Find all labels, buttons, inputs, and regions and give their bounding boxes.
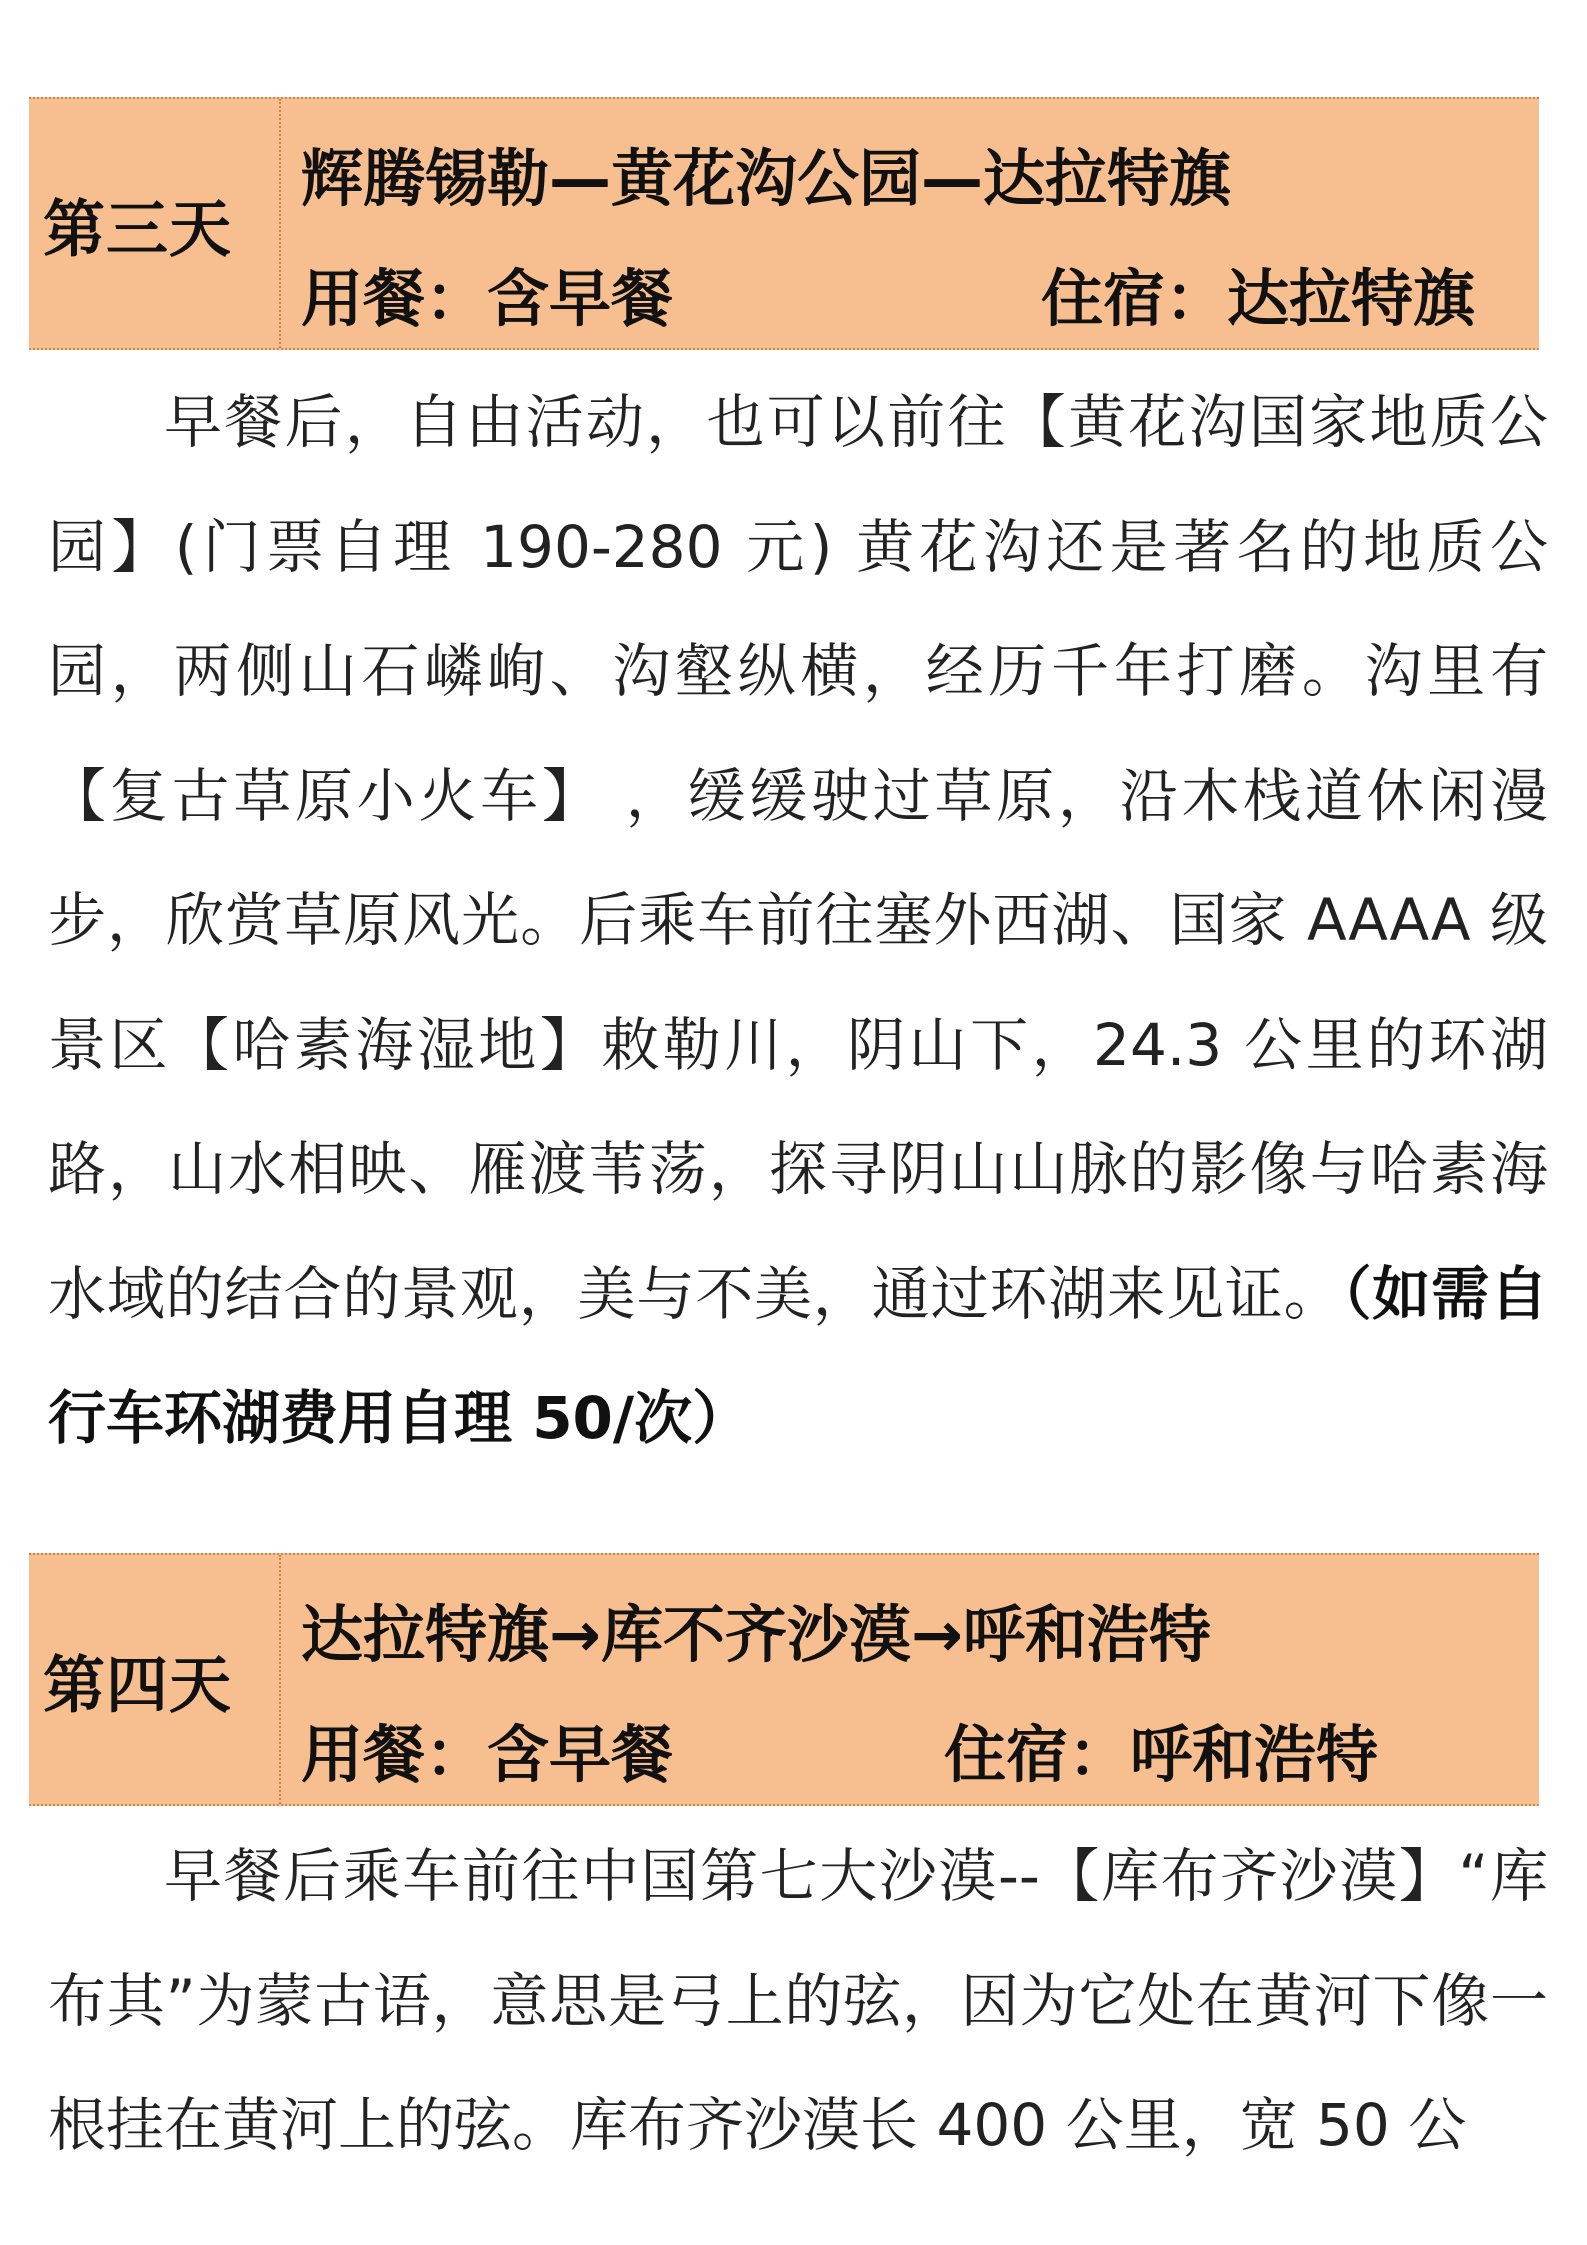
day4-accommodation: 住宿：呼和浩特 — [944, 1718, 1379, 1791]
day4-description-text: 早餐后乘车前往中国第七大沙漠--【库布齐沙漠】“库布其”为蒙古语，意思是弓上的弦，因为它处在黄河下像一根挂在黄河上的弦。库布齐沙漠长 400 公里，宽 50 公 — [48, 1842, 1548, 2159]
day3-meal: 用餐：含早餐 — [301, 262, 674, 335]
day3-bicycle-note: （如需自行车环湖费用自理 50/次） — [48, 1259, 1548, 1452]
day4-description — [48, 1814, 1548, 2188]
day3-header — [29, 97, 1539, 350]
day4-label: 第四天 — [43, 1648, 233, 1721]
day3-description — [48, 360, 1548, 1481]
day3-description-text: 早餐后，自由活动，也可以前往【黄花沟国家地质公园】(门票自理 190-280 元) 黄花沟还是著名的地质公园，两侧山石嶙峋、沟壑纵横，经历千年打磨。沟里有【复古草原小火车】 ，缓缓驶过草原，沿木栈道休闲漫步，欣赏草原风光。后乘车前往塞外西湖、国家 AAAA 级景区【哈素海湿地】敕勒川，阴山下，24.3 公里的环湖路，山水相映、雁渡苇荡，探寻阴山山脉的影像与哈素海水域的结合的景观，美与不美，通过环湖来见证。 — [48, 388, 1548, 1328]
day3-route: 辉腾锡勒—黄花沟公园—达拉特旗 — [301, 142, 1232, 215]
day4-header — [29, 1553, 1539, 1806]
day4-route: 达拉特旗→库不齐沙漠→呼和浩特 — [301, 1598, 1211, 1671]
day3-label: 第三天 — [43, 192, 233, 265]
day4-meal: 用餐：含早餐 — [301, 1718, 674, 1791]
day4-label-cell — [29, 1555, 281, 1804]
day3-accommodation: 住宿：达拉特旗 — [1041, 262, 1476, 335]
day3-label-cell — [29, 99, 281, 348]
